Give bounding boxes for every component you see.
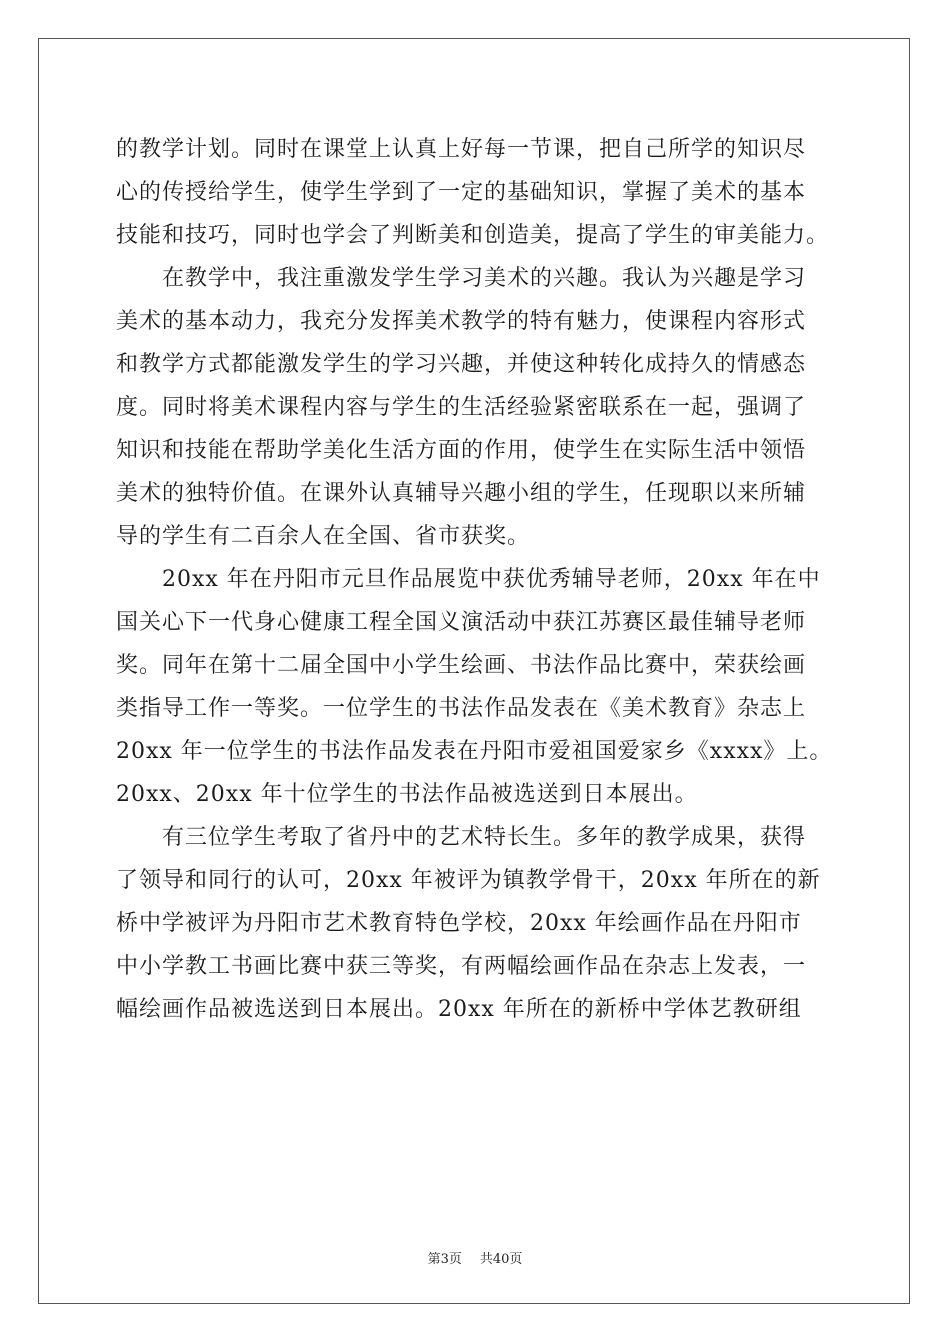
text-line: 度。同时将美术课程内容与学生的生活经验紧密联系在一起，强调了 [116,395,807,420]
text-line: 类指导工作一等奖。一位学生的书法作品发表在《美术教育》杂志上 [116,696,807,721]
page-total: 共40页 [479,1252,523,1267]
text-line: 国关心下一代身心健康工程全国义演活动中获江苏赛区最佳辅导老师 [116,610,807,635]
text-line: 20xx 年一位学生的书法作品发表在丹阳市爱祖国爱家乡《xxxx》上。 [116,739,833,764]
text-line: 技能和技巧，同时也学会了判断美和创造美，提高了学生的审美能力。 [116,223,830,248]
text-line: 中小学教工书画比赛中获三等奖，有两幅绘画作品在杂志上发表，一 [116,954,807,979]
page-footer [0,1248,950,1267]
text-line: 在教学中，我注重激发学生学习美术的兴趣。我认为兴趣是学习 [162,266,807,291]
text-line: 桥中学被评为丹阳市艺术教育特色学校，20xx 年绘画作品在丹阳市 [116,911,802,936]
text-line: 的教学计划。同时在课堂上认真上好每一节课，把自己所学的知识尽 [116,137,807,162]
text-line: 心的传授给学生，使学生学到了一定的基础知识，掌握了美术的基本 [116,180,807,205]
paragraph-3 [116,558,842,816]
text-line: 了领导和同行的认可，20xx 年被评为镇教学骨干，20xx 年所在的新 [116,868,821,893]
text-line: 知识和技能在帮助学美化生活方面的作用，使学生在实际生活中领悟 [116,438,807,463]
text-line: 20xx 年在丹阳市元旦作品展览中获优秀辅导老师，20xx 年在中 [162,567,821,592]
paragraph-1 [116,128,842,257]
text-line: 和教学方式都能激发学生的学习兴趣，并使这种转化成持久的情感态 [116,352,807,377]
text-line: 美术的独特价值。在课外认真辅导兴趣小组的学生，任现职以来所辅 [116,481,807,506]
text-line: 幅绘画作品被选送到日本展出。20xx 年所在的新桥中学体艺教研组 [116,997,802,1022]
document-body [116,128,842,1031]
text-line: 导的学生有二百余人在全国、省市获奖。 [116,524,531,549]
text-line: 20xx、20xx 年十位学生的书法作品被选送到日本展出。 [116,782,698,807]
text-line: 有三位学生考取了省丹中的艺术特长生。多年的教学成果，获得 [162,825,807,850]
page-number: 第3页 [427,1252,462,1267]
paragraph-2 [116,257,842,558]
text-line: 奖。同年在第十二届全国中小学生绘画、书法作品比赛中，荣获绘画 [116,653,807,678]
text-line: 美术的基本动力，我充分发挥美术教学的特有魅力，使课程内容形式 [116,309,807,334]
paragraph-4 [116,816,842,1031]
